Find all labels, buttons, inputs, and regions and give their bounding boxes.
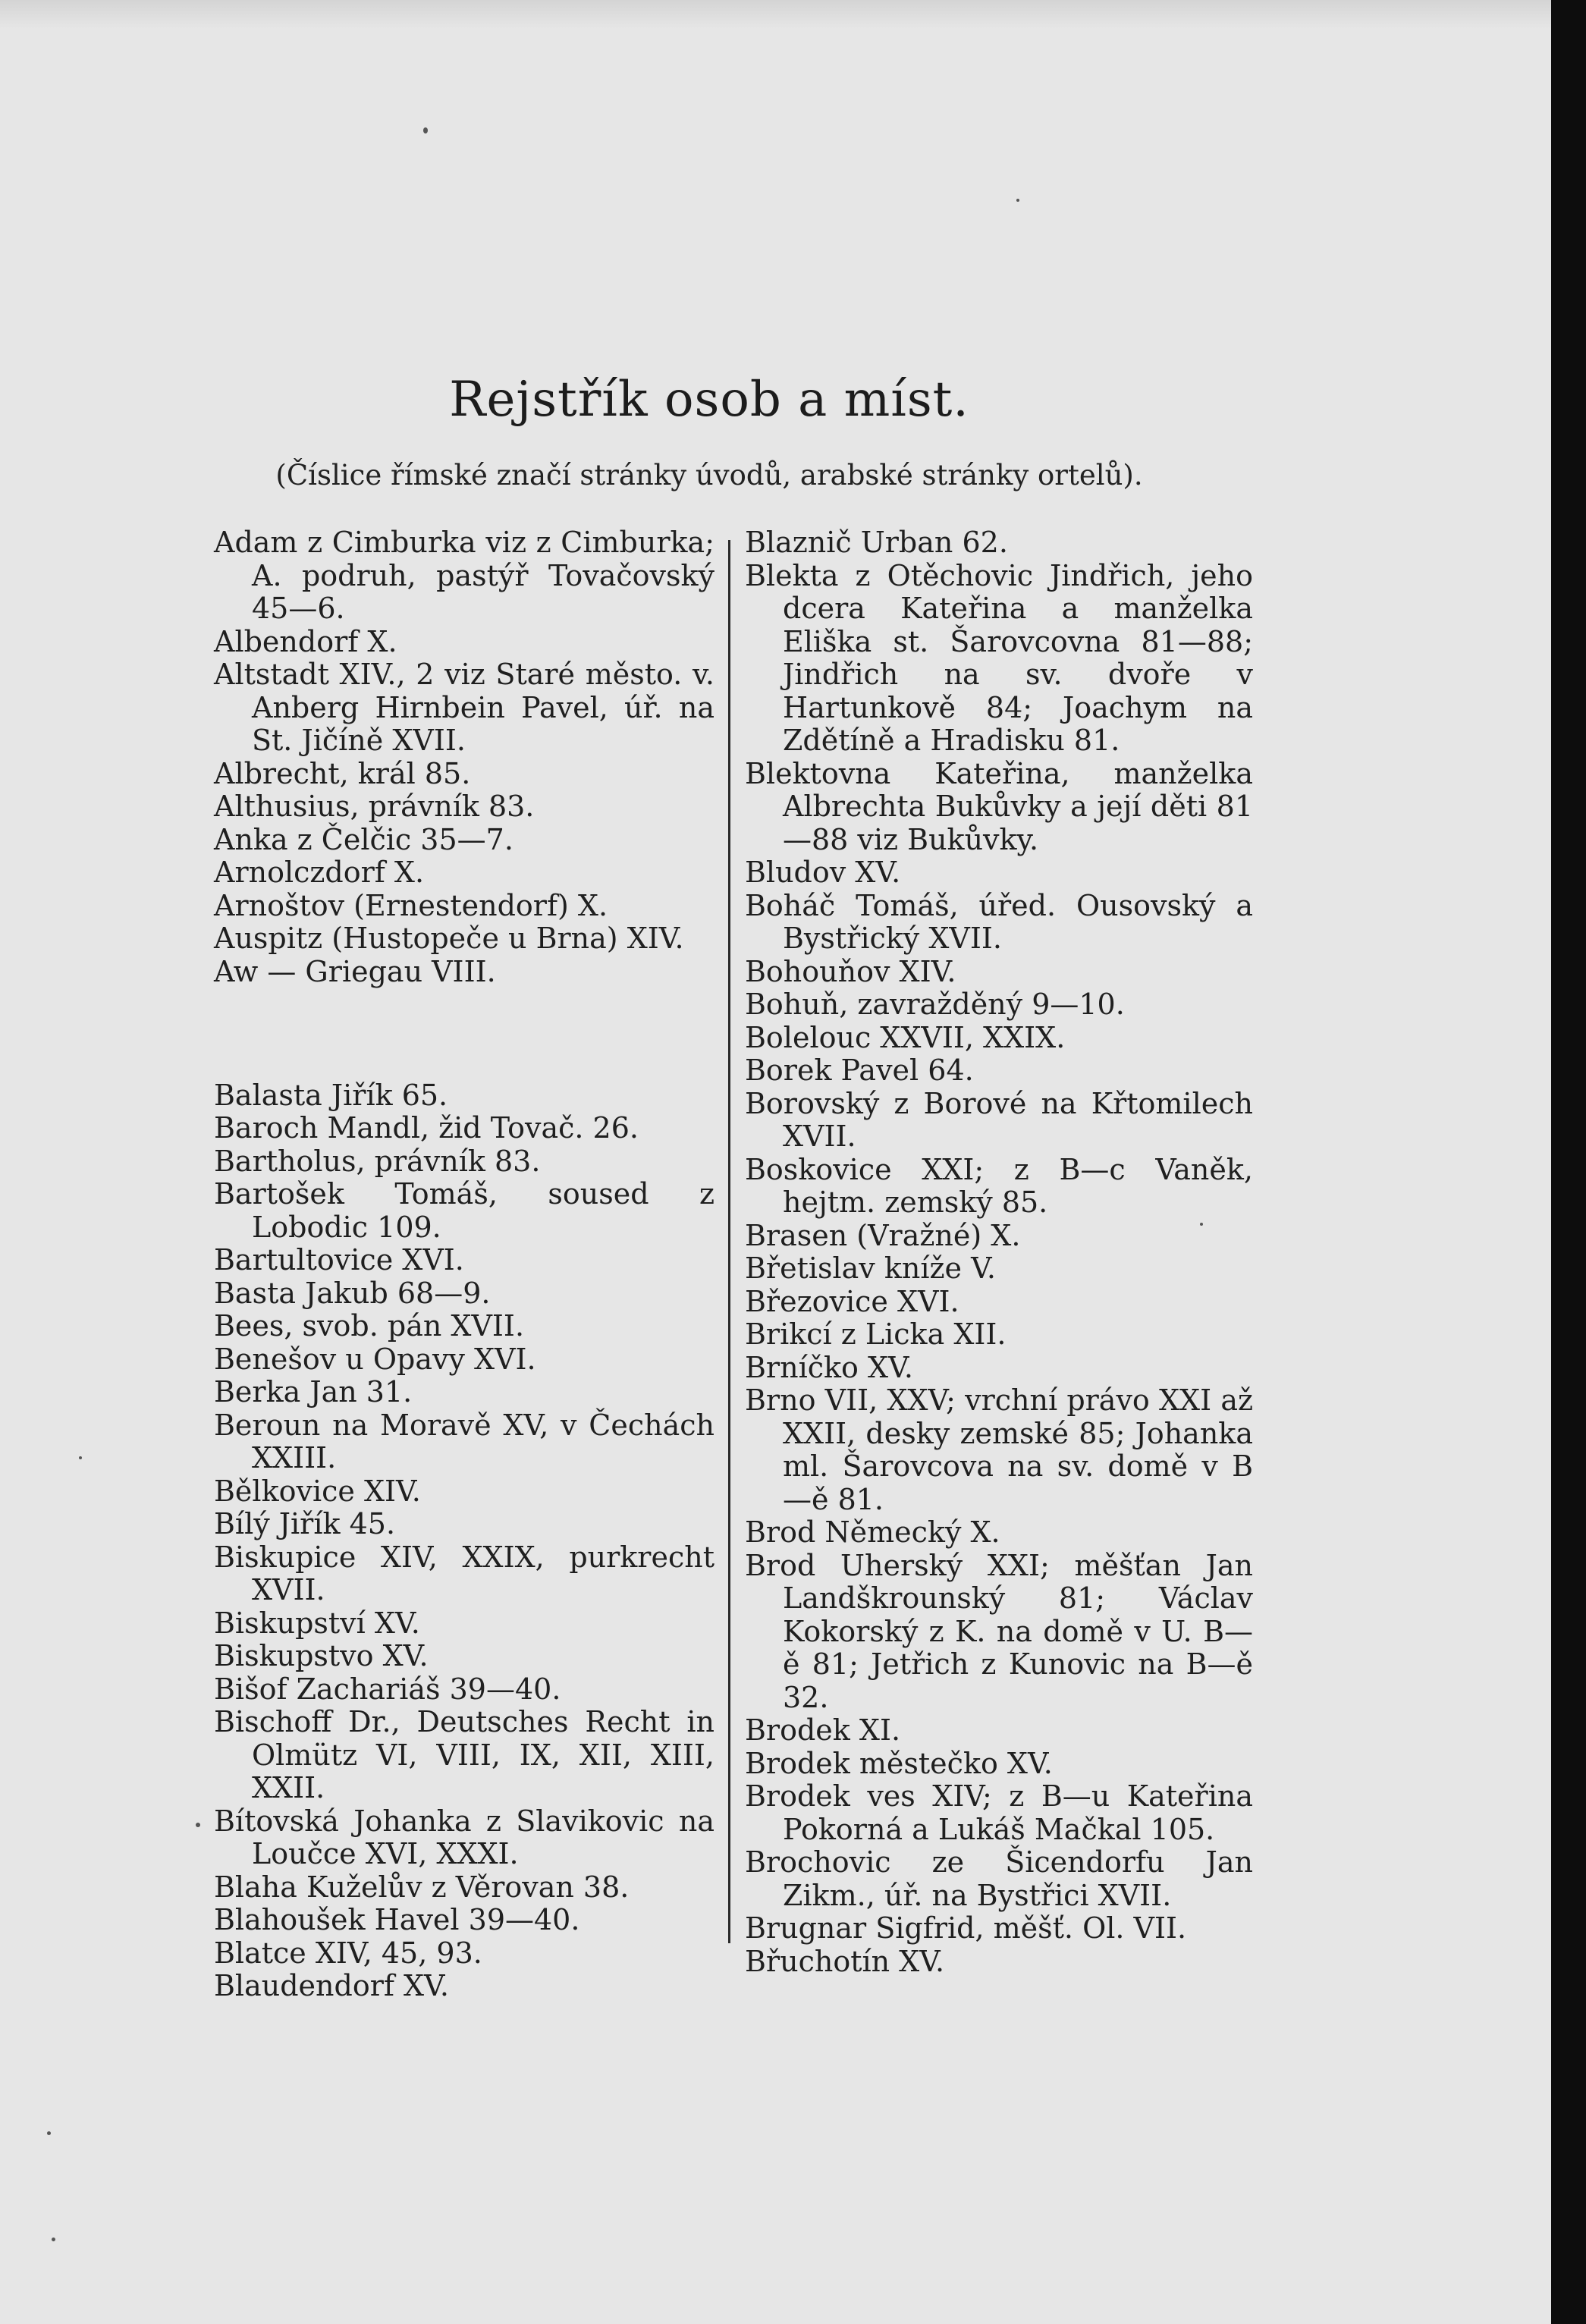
index-right-entry: Borek Pavel 64. — [745, 1054, 974, 1087]
index-left-entry: Bartošek Tomáš, soused z Lobodic 109. — [214, 1177, 714, 1244]
index-left-entry: Berka Jan 31. — [214, 1375, 413, 1409]
section-gap — [214, 1017, 714, 1051]
index-left-entry: Auspitz (Hustopeče u Brna) XIV. — [214, 922, 684, 955]
scan-speck — [1200, 1223, 1203, 1226]
index-right-entry: Boskovice XXI; z B—c Vaněk, hejtm. zemský 85. — [745, 1152, 1253, 1219]
index-right-entry: Brikcí z Licka XII. — [745, 1317, 1007, 1351]
index-left-entry: Biskupství XV. — [214, 1606, 420, 1640]
index-right-entry: Boháč Tomáš, úřed. Ousovský a Bystřický XVII. — [745, 888, 1253, 955]
index-left-entry: Bítovská Johanka z Slavikovic na Loučce XVI, XXXI. — [214, 1804, 714, 1870]
index-right-entry: Březovice XVI. — [745, 1284, 959, 1318]
index-column-right — [745, 526, 1253, 1978]
index-left-entry: Bílý Jiřík 45. — [214, 1507, 396, 1540]
index-left-entry: Bischoff Dr., Deutsches Recht in Olmütz VI, VIII, IX, XII, XIII, XXII. — [214, 1705, 714, 1804]
index-right-entry: Bohuň, zavražděný 9—10. — [745, 988, 1125, 1021]
scan-speck — [79, 1456, 82, 1459]
scan-speck — [423, 127, 428, 133]
index-right-entry: Blaznič Urban 62. — [745, 526, 1008, 559]
index-left-entry: Baroch Mandl, žid Tovač. 26. — [214, 1111, 639, 1145]
index-left-entry: Adam z Cimburka viz z Cimburka; A. podruh, pastýř Tovačovský 45—6. — [214, 526, 714, 625]
index-left-entry: Blaudendorf XV. — [214, 1969, 449, 2002]
index-left-entry: Altstadt XIV., 2 viz Staré město. v. Anberg Hirnbein Pavel, úř. na St. Jičíně XVII. — [214, 658, 714, 757]
index-right-entry: Brugnar Sigfrid, měšť. Ol. VII. — [745, 1911, 1187, 1945]
index-right-entry: Brochovic ze Šicendorfu Jan Zikm., úř. na Bystřici XVII. — [745, 1845, 1253, 1912]
index-left-entry: Bartholus, právník 83. — [214, 1144, 541, 1178]
index-left-entry: Anka z Čelčic 35—7. — [214, 822, 513, 856]
scan-border — [1551, 0, 1586, 2324]
index-left-entry: Biskupstvo XV. — [214, 1639, 429, 1672]
page-subtitle: (Číslice římské značí stránky úvodů, arabské stránky ortelů). — [275, 459, 1143, 491]
index-left-entry: Blahoušek Havel 39—40. — [214, 1903, 580, 1936]
index-right-entry: Brod Uherský XXI; měšťan Jan Landškrounský 81; Václav Kokorský z K. na domě v U. B—ě 81; Jetřich z Kunovic na B—ě 32. — [745, 1548, 1253, 1714]
index-right-entry: Blektovna Kateřina, manželka Albrechta Bukůvky a její děti 81—88 viz Bukůvky. — [745, 756, 1253, 856]
page-title: Rejstřík osob a míst. — [449, 372, 969, 428]
index-right-entry: Borovský z Borové na Křtomilech XVII. — [745, 1086, 1253, 1153]
index-right-entry: Bludov XV. — [745, 856, 901, 889]
index-left-entry: Benešov u Opavy XVI. — [214, 1342, 536, 1376]
index-left-entry: Althusius, právník 83. — [214, 790, 535, 823]
scan-speck — [47, 2131, 51, 2135]
index-right-entry: Břuchotín XV. — [745, 1944, 945, 1978]
index-right-entry: Brodek ves XIV; z B—u Kateřina Pokorná a Lukáš Mačkal 105. — [745, 1779, 1253, 1846]
index-left-entry: Balasta Jiřík 65. — [214, 1078, 448, 1112]
index-left-entry: Arnoštov (Ernestendorf) X. — [214, 888, 608, 922]
index-left-entry: Beroun na Moravě XV, v Čechách XXIII. — [214, 1408, 714, 1474]
index-left-entry: Albendorf X. — [214, 624, 397, 658]
index-left-entry: Bělkovice XIV. — [214, 1474, 421, 1508]
page-top-edge — [0, 0, 1551, 29]
index-right-entry: Bohouňov XIV. — [745, 954, 956, 988]
index-left-entry: Bartultovice XVI. — [214, 1243, 464, 1277]
index-right-entry: Břetislav kníže V. — [745, 1252, 996, 1285]
index-left-entry: Blatce XIV, 45, 93. — [214, 1936, 482, 1970]
column-divider — [728, 540, 730, 1943]
index-left-entry: Bees, svob. pán XVII. — [214, 1309, 525, 1343]
scan-speck — [196, 1823, 200, 1827]
index-left-entry: Albrecht, král 85. — [214, 756, 471, 790]
index-left-entry: Biskupice XIV, XXIX, purkrecht XVII. — [214, 1540, 714, 1606]
index-right-entry: Brasen (Vražné) X. — [745, 1218, 1021, 1252]
index-right-entry: Brníčko XV. — [745, 1350, 913, 1384]
index-left-entry: Blaha Kuželův z Věrovan 38. — [214, 1870, 630, 1904]
index-right-entry: Brno VII, XXV; vrchní právo XXI až XXII, desky zemské 85; Johanka ml. Šarovcova na sv. domě v B—ě 81. — [745, 1383, 1253, 1516]
index-right-entry: Brodek XI. — [745, 1713, 901, 1747]
index-right-entry: Bolelouc XXVII, XXIX. — [745, 1020, 1066, 1054]
index-right-entry: Blekta z Otěchovic Jindřich, jeho dcera Kateřina a manželka Eliška st. Šarovcovna 81—88; Jindřich na sv. dvoře v Hartunkově 84; Joachym na Zdětíně a Hradisku 81. — [745, 558, 1253, 757]
index-column-left — [214, 526, 714, 2003]
index-right-entry: Brodek městečko XV. — [745, 1746, 1053, 1780]
index-left-entry: Aw — Griegau VIII. — [214, 954, 496, 988]
index-left-entry: Basta Jakub 68—9. — [214, 1276, 491, 1310]
scan-speck — [52, 2238, 55, 2241]
index-right-entry: Brod Německý X. — [745, 1515, 1000, 1549]
index-left-entry: Arnolczdorf X. — [214, 856, 425, 889]
scan-speck — [1016, 199, 1019, 202]
index-left-entry: Bišof Zachariáš 39—40. — [214, 1672, 561, 1706]
